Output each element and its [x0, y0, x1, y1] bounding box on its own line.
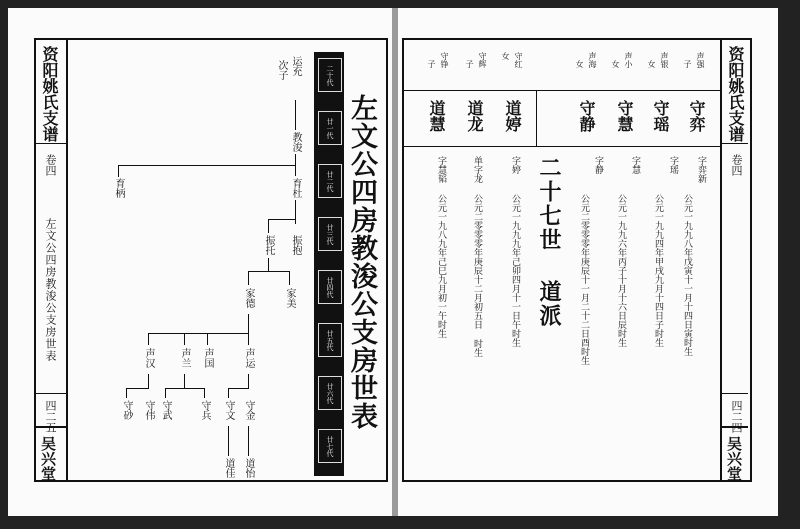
- tree-connector: [165, 388, 205, 389]
- tree-connector: [148, 374, 149, 389]
- tree-connector: [295, 200, 296, 224]
- generation-label: 廿五代: [318, 323, 342, 357]
- tree-connector: [184, 333, 185, 345]
- tree-connector: [118, 165, 296, 166]
- entry-parent: 声小: [624, 52, 633, 68]
- entry-birth: 公元一九八九年己巳九月初一午时生: [436, 194, 446, 338]
- tree-connector: [207, 333, 208, 345]
- node-shouwu: 守武: [160, 400, 171, 420]
- node-yushan: 育杜: [290, 178, 301, 198]
- entry-parent: 声银: [660, 52, 669, 68]
- entry-relation: 女: [611, 60, 620, 68]
- entry-birth: 公元一九九六年丙子十月十六日辰时生: [616, 194, 626, 347]
- tree-connector: [126, 388, 127, 398]
- entry-relation: 子: [465, 60, 474, 68]
- node-yunchong: 运充: [290, 56, 301, 76]
- entry-parent: 守辉: [478, 52, 487, 68]
- right-margin-line: [720, 38, 722, 480]
- entry-parent: 声强: [696, 52, 705, 68]
- generation-title: 二十七世 道派: [536, 156, 562, 328]
- entry-name: 道慧: [427, 100, 446, 132]
- tree-connector: [228, 388, 229, 398]
- hall-name: 吴兴堂: [725, 436, 743, 481]
- entry-parent: 守红: [514, 52, 523, 68]
- tree-connector: [248, 271, 290, 272]
- entry-name: 守静: [577, 100, 596, 132]
- volume-label: 卷四: [44, 154, 57, 176]
- right-title-divider: [722, 143, 748, 144]
- node-shenghan: 声汉: [143, 348, 154, 368]
- entry-birth: 公元二零零零年庚辰十一月二十二日酉时生: [579, 194, 589, 365]
- tree-connector: [248, 426, 249, 456]
- entry-parent: 守铮: [440, 52, 449, 68]
- node-shenglan: 声兰: [179, 348, 190, 368]
- right-page: [398, 8, 778, 516]
- tree-connector: [295, 100, 296, 130]
- node-relation: 次子: [276, 60, 287, 80]
- tree-connector: [268, 219, 296, 220]
- book-title: 资阳姚氏支谱: [726, 46, 745, 142]
- node-yubing: 育柄: [113, 178, 124, 198]
- tree-connector: [165, 388, 166, 398]
- tree-connector: [248, 374, 249, 389]
- section-divider: [536, 90, 537, 146]
- tree-connector: [228, 388, 249, 389]
- generation-label: 廿七代: [318, 429, 342, 463]
- tree-connector: [148, 333, 149, 345]
- node-jiaojun: 教浚: [290, 132, 301, 152]
- tree-connector: [118, 165, 119, 177]
- node-jiade: 家德: [243, 288, 254, 308]
- tree-connector: [126, 388, 149, 389]
- node-daojia: 道佳: [223, 458, 234, 478]
- entry-zi: 字瑶: [668, 156, 678, 174]
- table-heading: 左文公四房教浚公支房世表: [346, 94, 377, 430]
- generation-label: 廿六代: [318, 376, 342, 410]
- entry-name: 道婷: [503, 100, 522, 132]
- entry-name: 守瑶: [651, 100, 670, 132]
- tree-connector: [289, 271, 290, 285]
- entry-birth: 公元一九九八年戊寅十一月十四日寅时生: [682, 194, 692, 356]
- header-rule: [404, 90, 720, 91]
- entry-zi: 字慧: [630, 156, 640, 174]
- entry-zi: 字慧韬: [436, 156, 446, 183]
- node-daoyi: 道怡: [243, 458, 254, 478]
- entry-relation: 子: [683, 60, 692, 68]
- left-page: [8, 8, 392, 516]
- generation-column: [314, 52, 344, 476]
- node-shoujin: 守金: [243, 400, 254, 420]
- generation-label: 廿四代: [318, 270, 342, 304]
- hall-name: 吴兴堂: [39, 436, 57, 481]
- page-number: 四二五: [44, 400, 57, 433]
- node-shousha: 守砂: [121, 400, 132, 420]
- right-page-divider: [722, 393, 748, 394]
- entry-zi: 字婷: [510, 156, 520, 174]
- entry-name: 道龙: [465, 100, 484, 132]
- node-shouwen: 守文: [223, 400, 234, 420]
- node-zhentuo: 振托: [263, 235, 274, 255]
- left-title-divider: [36, 143, 66, 144]
- entry-zi: 字静: [593, 156, 603, 174]
- page-number: 四二四: [730, 400, 743, 433]
- tree-connector: [204, 388, 205, 398]
- name-rule: [404, 146, 720, 147]
- tree-connector: [268, 219, 269, 233]
- entry-relation: 女: [647, 60, 656, 68]
- tree-connector: [248, 333, 249, 345]
- entry-birth: 公元一九九九年己卯四月十一日午时生: [510, 194, 520, 347]
- tree-connector: [148, 333, 249, 334]
- entry-relation: 女: [575, 60, 584, 68]
- entry-birth: 公元二零零零年庚辰十二月初五日 时生: [472, 194, 482, 357]
- left-page-divider: [36, 393, 66, 394]
- volume-label: 卷四: [730, 154, 743, 176]
- generation-label: 二十代: [318, 58, 342, 92]
- tree-connector: [184, 374, 185, 389]
- left-margin-line: [66, 38, 68, 480]
- entry-zi: 字弈新: [696, 156, 706, 183]
- entry-name: 守慧: [615, 100, 634, 132]
- generation-label: 廿二代: [318, 164, 342, 198]
- entry-zi: 单字龙: [472, 156, 482, 183]
- entry-name: 守弈: [687, 100, 706, 132]
- generation-label: 廿三代: [318, 217, 342, 251]
- entry-relation: 女: [501, 52, 510, 60]
- tree-connector: [228, 426, 229, 456]
- entry-birth: 公元一九九四年甲戌九月十四日子时生: [653, 194, 663, 347]
- node-shouwei: 守伟: [143, 400, 154, 420]
- entry-relation: 子: [427, 60, 436, 68]
- node-shengguo: 声国: [202, 348, 213, 368]
- entry-parent: 声海: [588, 52, 597, 68]
- node-shoubing: 守兵: [199, 400, 210, 420]
- node-shengyun: 声运: [243, 348, 254, 368]
- book-title: 资阳姚氏支谱: [40, 46, 59, 142]
- tree-connector: [268, 258, 269, 271]
- tree-connector: [248, 271, 249, 285]
- generation-label: 廿一代: [318, 111, 342, 145]
- node-zhenpao: 振抱: [290, 235, 301, 255]
- node-jiamei: 家美: [284, 288, 295, 308]
- section-label: 左文公四房教浚公支房世表: [44, 218, 57, 362]
